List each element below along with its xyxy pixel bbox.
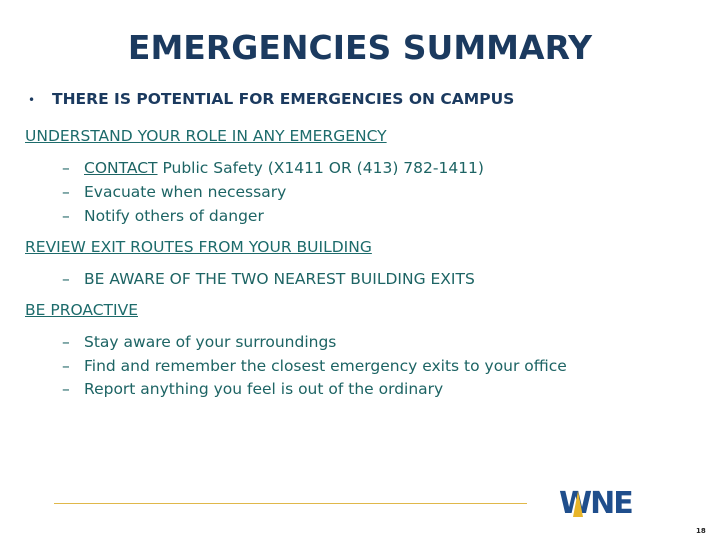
spire-icon xyxy=(573,491,583,517)
section-heading-exit-routes: REVIEW EXIT ROUTES FROM YOUR BUILDING xyxy=(25,238,372,256)
dash: – xyxy=(62,333,70,351)
list-item xyxy=(62,357,567,375)
list-item xyxy=(62,159,484,177)
list-item xyxy=(62,183,286,201)
item-text: Stay aware of your surroundings xyxy=(84,333,337,351)
dash: – xyxy=(62,207,70,225)
dash: – xyxy=(62,159,70,177)
list-item xyxy=(62,270,475,288)
list-item xyxy=(62,380,443,398)
section-heading-role: UNDERSTAND YOUR ROLE IN ANY EMERGENCY xyxy=(25,127,387,145)
footer-divider xyxy=(54,503,527,504)
logo-text: WNE xyxy=(559,486,632,521)
slide-title: EMERGENCIES SUMMARY xyxy=(127,28,593,67)
bullet-marker: • xyxy=(28,93,36,107)
item-text: Notify others of danger xyxy=(84,207,264,225)
item-text: Find and remember the closest emergency exits to your office xyxy=(84,357,567,375)
item-text: BE AWARE OF THE TWO NEAREST BUILDING EXITS xyxy=(84,270,475,288)
wne-logo xyxy=(559,486,632,521)
main-bullet xyxy=(28,90,514,108)
item-text: Public Safety (X1411 OR (413) 782-1411) xyxy=(157,159,484,177)
dash: – xyxy=(62,357,70,375)
dash: – xyxy=(62,380,70,398)
item-text: Evacuate when necessary xyxy=(84,183,287,201)
bullet-text: THERE IS POTENTIAL FOR EMERGENCIES ON CAMPUS xyxy=(52,90,515,108)
list-item xyxy=(62,333,336,351)
dash: – xyxy=(62,183,70,201)
contact-link-text: CONTACT xyxy=(84,159,158,177)
section-heading-proactive: BE PROACTIVE xyxy=(25,301,138,319)
list-item xyxy=(62,207,264,225)
dash: – xyxy=(62,270,70,288)
page-number: 18 xyxy=(696,527,706,535)
item-text: Report anything you feel is out of the ordinary xyxy=(84,380,444,398)
